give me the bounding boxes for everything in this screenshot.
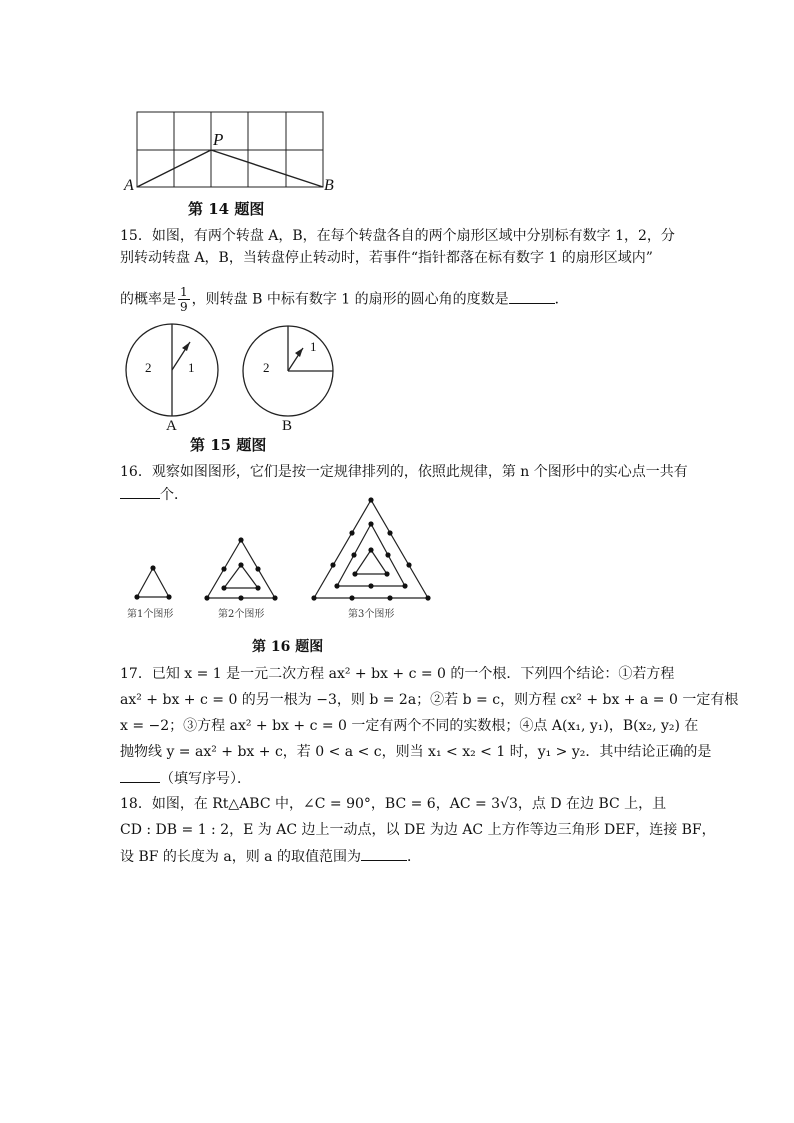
fig15-b-label-1: 1 — [310, 339, 317, 354]
q16-answer-blank[interactable] — [120, 484, 160, 499]
fig15-b-label-2: 2 — [263, 360, 270, 375]
q18-line1: 18．如图，在 Rt△ABC 中，∠C = 90°，BC = 6，AC = 3√3，点 D 在边 BC 上，且 — [120, 796, 667, 812]
fig16-figure-2 — [204, 538, 284, 602]
fig14-caption: 第 14 题图 — [188, 200, 265, 218]
q15-line3-pre: 的概率是 — [120, 291, 176, 308]
q17-answer-blank[interactable] — [120, 768, 160, 783]
q18-line3-pre: 设 BF 的长度为 a，则 a 的取值范围为 — [120, 849, 361, 865]
q16-line2-end: 个． — [160, 487, 188, 503]
fig15-caption: 第 15 题图 — [190, 436, 267, 454]
fig15-a-label-1: 1 — [188, 360, 195, 375]
q17-line5 — [120, 768, 251, 789]
q15-frac-num: 1 — [180, 285, 188, 299]
q17-line1: 17．已知 x = 1 是一元二次方程 ax² + bx + c = 0 的一个根．下列四个结论：①若方程 — [120, 666, 675, 682]
q17-line4: 抛物线 y = ax² + bx + c，若 0 < a < c，则当 x₁ < x₂ < 1 时，y₁ > y₂．其中结论正确的是 — [120, 744, 712, 760]
q15-line3-end: ． — [554, 291, 569, 308]
fig16-figure-1 — [134, 566, 174, 602]
fig16-label-3: 第3个图形 — [348, 609, 395, 620]
q17-line3: x = −2；③方程 ax² + bx + c = 0 一定有两个不同的实数根；④点 A(x₁, y₁)，B(x₂, y₂) 在 — [120, 718, 699, 734]
q15-frac-den: 9 — [180, 300, 188, 314]
q15-line1: 15．如图，有两个转盘 A，B，在每个转盘各自的两个扇形区域中分别标有数字 1，2，分 — [120, 228, 675, 244]
fig15-a-label-2: 2 — [145, 360, 152, 375]
q15-line2: 别转动转盘 A，B，当转盘停止转动时，若事件“指针都落在标有数字 1 的扇形区域内” — [120, 250, 653, 266]
fig15-b-name: B — [282, 418, 293, 434]
q18-line3 — [120, 846, 421, 867]
q15-answer-blank[interactable] — [509, 289, 555, 304]
fig16-label-1: 第1个图形 — [127, 609, 174, 620]
fig15-a-name: A — [166, 418, 177, 434]
q17-line5-end: （填写序号）． — [160, 771, 251, 787]
q17-line2: ax² + bx + c = 0 的另一根为 −3，则 b = 2a；②若 b = c，则方程 cx² + bx + a = 0 一定有根 — [120, 692, 739, 708]
q15-fraction — [178, 285, 190, 314]
fig14-point-b: B — [324, 177, 334, 194]
q18-line3-end: ． — [406, 849, 421, 865]
fig14-point-a: A — [124, 177, 134, 194]
q15-line3 — [120, 285, 569, 314]
q18-answer-blank[interactable] — [361, 846, 407, 861]
fig16-caption: 第 16 题图 — [252, 639, 324, 655]
q18-line2: CD : DB = 1 : 2，E 为 AC 边上一动点，以 DE 为边 AC 上方作等边三角形 DEF，连接 BF， — [120, 822, 716, 838]
fig15-spinner-b — [241, 324, 337, 420]
q16-line1: 16．观察如图图形，它们是按一定规律排列的，依照此规律，第 n 个图形中的实心点一共有 — [120, 464, 688, 480]
fig16-figure-3 — [311, 498, 435, 602]
q16-line2 — [120, 484, 188, 505]
fig16-label-2: 第2个图形 — [218, 609, 265, 620]
q15-line3-post: ，则转盘 B 中标有数字 1 的扇形的圆心角的度数是 — [191, 291, 509, 308]
fig14-point-p: P — [213, 130, 224, 149]
fig15-spinner-a — [124, 322, 220, 418]
fig14-grid-figure — [120, 105, 350, 205]
